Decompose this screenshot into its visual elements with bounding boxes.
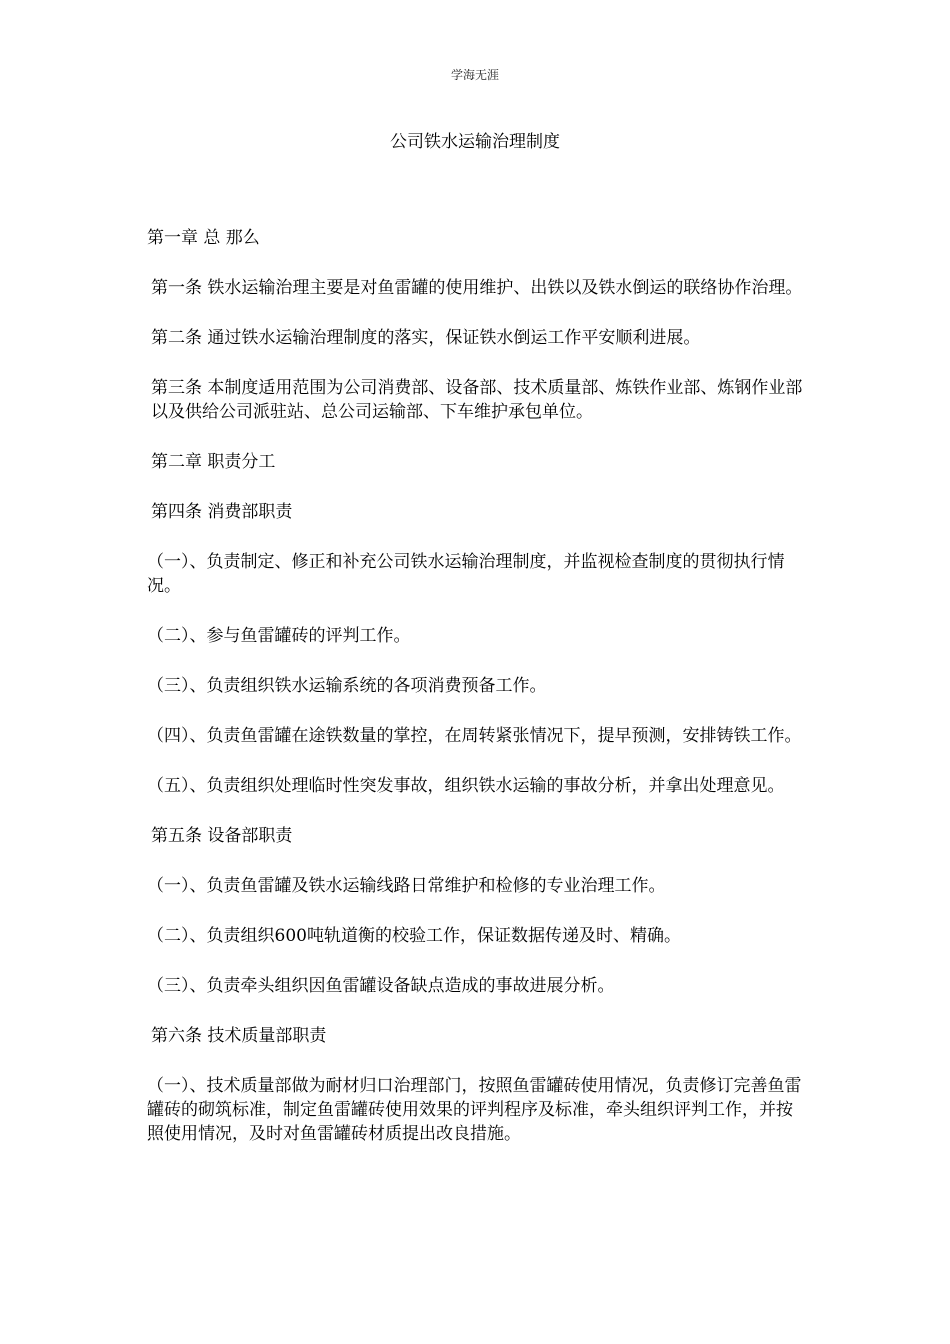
document-title: 公司铁水运输治理制度 bbox=[390, 132, 560, 152]
clause-paragraph: （一）、负责鱼雷罐及铁水运输线路日常维护和检修的专业治理工作。 bbox=[147, 876, 666, 896]
article-heading: 第四条 消费部职责 bbox=[151, 502, 293, 522]
clause-paragraph: （二）、负责组织600吨轨道衡的校验工作，保证数据传递及时、精确。 bbox=[147, 926, 681, 946]
clause-paragraph: （二）、参与鱼雷罐砖的评判工作。 bbox=[147, 626, 411, 646]
article-paragraph: 第二条 通过铁水运输治理制度的落实，保证铁水倒运工作平安顺利进展。 bbox=[151, 328, 701, 348]
page-header: 学海无涯 bbox=[450, 68, 499, 82]
clause-paragraph: （一）、技术质量部做为耐材归口治理部门，按照鱼雷罐砖使用情况，负责修订完善鱼雷罐砖的砌筑标准，制定鱼雷罐砖使用效果的评判程序及标准，牵头组织评判工作，并按照使用情况，及时对鱼雷罐砖材质提出改良措施。 bbox=[147, 1076, 802, 1144]
article-paragraph: 第三条 本制度适用范围为公司消费部、设备部、技术质量部、炼铁作业部、炼钢作业部以及供给公司派驻站、总公司运输部、下车维护承包单位。 bbox=[151, 378, 803, 422]
clause-paragraph: （一）、负责制定、修正和补充公司铁水运输治理制度，并监视检查制度的贯彻执行情况。 bbox=[147, 552, 785, 596]
clause-paragraph: （四）、负责鱼雷罐在途铁数量的掌控，在周转紧张情况下，提早预测，安排铸铁工作。 bbox=[147, 726, 802, 746]
article-heading: 第五条 设备部职责 bbox=[151, 826, 293, 846]
clause-paragraph: （五）、负责组织处理临时性突发事故，组织铁水运输的事故分析，并拿出处理意见。 bbox=[147, 776, 785, 796]
document-body bbox=[147, 226, 807, 1172]
chapter-heading: 第二章 职责分工 bbox=[151, 452, 276, 472]
chapter-heading: 第一章 总 那么 bbox=[147, 228, 260, 248]
article-paragraph: 第一条 铁水运输治理主要是对鱼雷罐的使用维护、出铁以及铁水倒运的联络协作治理。 bbox=[151, 278, 803, 298]
clause-paragraph: （三）、负责组织铁水运输系统的各项消费预备工作。 bbox=[147, 676, 547, 696]
article-heading: 第六条 技术质量部职责 bbox=[151, 1026, 327, 1046]
clause-paragraph: （三）、负责牵头组织因鱼雷罐设备缺点造成的事故进展分析。 bbox=[147, 976, 615, 996]
